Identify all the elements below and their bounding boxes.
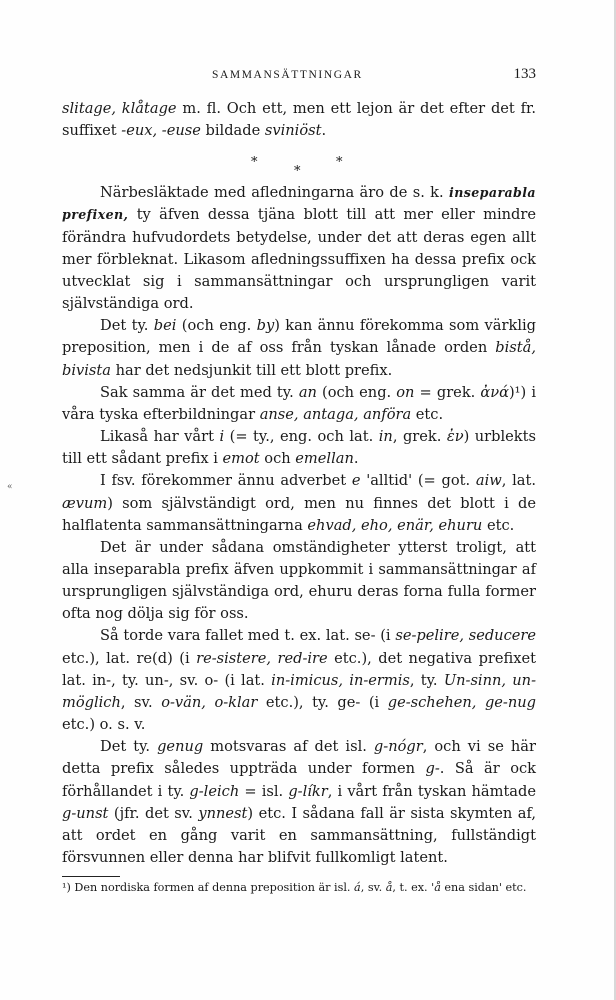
text-run: Så torde vara fallet med t. ex. lat. se- (i	[100, 627, 396, 645]
italic-text: genug	[157, 738, 204, 756]
star: *	[294, 164, 301, 180]
margin-mark: «	[7, 482, 13, 492]
text-run: ¹) Den nordiska formen af denna preposition är isl.	[62, 881, 355, 894]
text-run: , sv.	[120, 693, 162, 711]
text-run: ) som självständigt ord, men nu finnes det blott i de halflatenta sammansättningarna	[62, 494, 536, 534]
greek-word: ἐν	[446, 428, 464, 446]
italic-text: in	[378, 428, 393, 446]
text-run: 'alltid' (= got.	[360, 472, 476, 490]
text-run: motsvaras af det isl.	[203, 738, 374, 756]
italic-text: on	[396, 383, 415, 401]
italic-text: e	[351, 472, 361, 490]
italic-text: g-nógr	[373, 738, 423, 756]
paragraph	[62, 537, 536, 626]
text-run: och	[259, 450, 296, 468]
text-run: (och eng.	[176, 317, 257, 335]
italic-text: -eux, -euse	[121, 122, 201, 140]
text-run: .	[321, 122, 327, 140]
text-run: ) etc. I sådana fall är sista skymten af, att ordet en gång varit en sammansättning, fullständigt försvunnen eller denna har blifvit fullkomligt latent.	[62, 804, 537, 866]
text-run: Närbesläktade med afledningarna äro de s. k.	[100, 184, 450, 202]
italic-text: aiw	[475, 472, 502, 490]
body-text	[62, 98, 536, 869]
text-run: etc.	[411, 405, 444, 423]
text-run: etc.	[482, 516, 515, 534]
page-number: 133	[513, 66, 536, 82]
italic-text: ehvad, eho, enär, ehuru	[307, 516, 483, 534]
italic-text: slitage, klåtage	[62, 100, 177, 117]
text-run: Det ty.	[100, 317, 154, 335]
italic-text: á	[354, 881, 361, 894]
italic-text: sviniöst	[264, 122, 322, 140]
text-run: , sv.	[360, 881, 386, 894]
italic-text: g-leich	[189, 782, 240, 800]
italic-text: ævum	[62, 494, 108, 512]
page-header	[62, 66, 536, 86]
text-run: I fsv. förekommer ännu adverbet	[100, 472, 352, 490]
text-run: etc.), lat. re(d) (i	[62, 649, 197, 667]
italic-text: å	[434, 881, 441, 894]
italic-text: anse, antaga, anföra	[259, 405, 412, 423]
section-divider-stars	[62, 142, 536, 182]
italic-text: ynnest	[198, 804, 248, 822]
italic-text: an	[298, 383, 317, 401]
star: *	[336, 155, 343, 171]
footnotes	[62, 879, 536, 896]
text-run: . Så är ock förhållandet i ty.	[62, 760, 536, 800]
text-run: , lat.	[501, 472, 536, 490]
star: *	[251, 155, 258, 171]
text-run: , t. ex. '	[392, 881, 435, 894]
italic-text: ge-schehen, ge-nug	[387, 693, 536, 711]
greek-word: ἀνά	[480, 383, 509, 401]
text-run: etc.), det negativa prefixet lat. in-, ty. un-, sv. o- (i lat.	[62, 649, 536, 689]
paragraph	[62, 382, 536, 426]
italic-text: g-unst	[62, 804, 109, 822]
paragraph	[62, 98, 536, 142]
text-run: , ty.	[409, 671, 444, 689]
text-run: bildade	[200, 122, 265, 140]
italic-text: in-imicus, in-ermis	[271, 671, 410, 689]
paragraph	[62, 182, 536, 315]
italic-text: å	[385, 881, 393, 894]
text-run: , i vårt från tyskan hämtade	[327, 782, 536, 800]
text-run: Sak samma är det med ty.	[100, 383, 299, 401]
italic-text: bistå, bivista	[62, 339, 536, 379]
text-run: Det är under sådana omständigheter ytterst troligt, att alla inseparabla prefix äfven uppkommit i sammansättningar af ursprungligen självständiga ord, ehuru deras forna fulla former ofta nog dölja sig för oss.	[62, 538, 536, 623]
paragraph	[62, 315, 536, 381]
text-run: = isl.	[239, 782, 289, 800]
italic-text: re-sistere, red-ire	[196, 649, 328, 667]
text-run: ) kan ännu förekomma som värklig preposition, men i de af oss från tyskan lånade orden	[62, 317, 536, 357]
text-run: (och eng.	[316, 383, 397, 401]
footnote-rule	[62, 876, 120, 877]
text-run: , och vi se här detta prefix således uppträda under formen	[62, 738, 536, 778]
italic-text: i	[219, 428, 225, 446]
text-run: etc.), ty. ge- (i	[257, 693, 388, 711]
italic-text: g-	[425, 760, 440, 778]
italic-text: Un-sinn, un-möglich	[62, 671, 536, 711]
italic-text: se-pelire, seducere	[395, 627, 536, 645]
paragraph	[62, 426, 536, 470]
text-run: Likaså har vårt	[100, 428, 220, 446]
italic-text: by	[256, 317, 275, 335]
text-run: (= ty., eng. och lat.	[224, 428, 379, 446]
text-run: Det ty.	[100, 738, 158, 756]
italic-text: emellan	[295, 450, 354, 468]
paragraph	[62, 736, 536, 869]
text-run: ty äfven dessa tjäna blott till att mer eller mindre förändra hufvudordets betydelse, under det att deras egen allt mer förbleknat. Likasom afledningssuffixen ha dessa prefix ock utvecklat sig i sammansättningar och ursprungligen varit självständiga ord.	[62, 206, 536, 313]
footnote	[62, 879, 536, 896]
paragraph	[62, 625, 536, 736]
italic-text: g-líkr	[288, 782, 328, 800]
text-run: etc.) o. s. v.	[62, 716, 146, 734]
running-title: SAMMANSÄTTNINGAR	[212, 69, 363, 81]
emphasized-term: inseparabla prefixen,	[62, 185, 536, 223]
text-run: .	[353, 450, 359, 468]
text-run: = grek.	[414, 383, 481, 401]
text-run: (jfr. det sv.	[108, 804, 199, 822]
text-run: , grek.	[392, 428, 447, 446]
text-run: har det nedsjunkit till ett blott prefix.	[110, 361, 393, 379]
text-run: ena sidan' etc.	[440, 881, 527, 894]
text-run: )¹) i våra tyska efterbildningar	[62, 383, 536, 423]
italic-text: bei	[153, 317, 177, 335]
italic-text: o-vän, o-klar	[161, 693, 258, 711]
paragraph	[62, 470, 536, 536]
text-run: ) urblekts till ett sådant prefix i	[62, 428, 537, 468]
italic-text: emot	[222, 450, 260, 468]
text-run: m. fl. Och ett, men ett lejon är det efter det fr. suffixet	[62, 100, 536, 140]
